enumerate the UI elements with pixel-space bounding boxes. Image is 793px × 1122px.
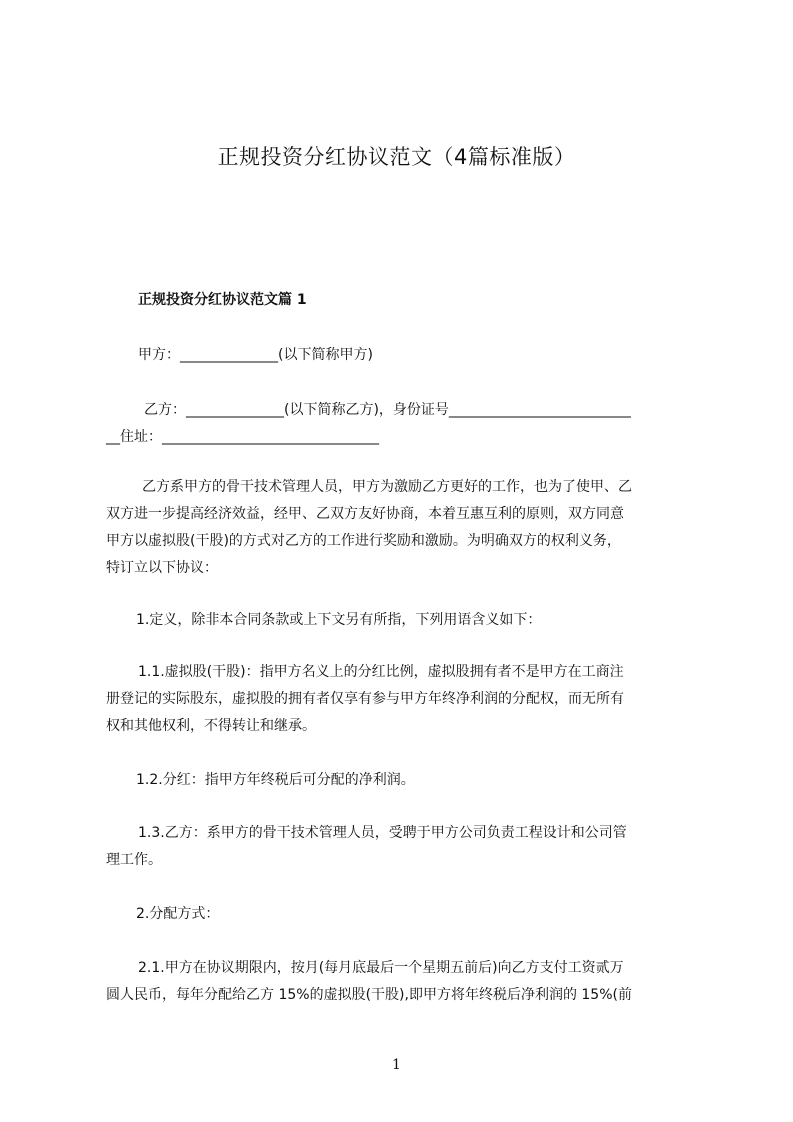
clause-1-3-paragraph bbox=[106, 820, 706, 874]
paragraph-line: 特订立以下协议： bbox=[106, 560, 218, 576]
clause-1-1-paragraph bbox=[106, 659, 706, 740]
party-b-line: 乙方：______________(以下简称乙方)，身份证号__________________________ bbox=[144, 402, 631, 418]
paragraph-line: 双方进一步提高经济效益，经甲、乙双方友好协商，本着互惠互利的原则，双方同意 bbox=[106, 506, 624, 522]
document-title: 正规投资分红协议范文（4篇标准版） bbox=[217, 145, 576, 169]
clause-2-1-paragraph bbox=[106, 955, 706, 1009]
paragraph-line: 册登记的实际股东，虚拟股的拥有者仅享有参与甲方年终净利润的分配权，而无所有 bbox=[106, 691, 624, 707]
paragraph-line: 乙方系甲方的骨干技术管理人员，甲方为激励乙方更好的工作，也为了使甲、乙 bbox=[142, 479, 632, 495]
paragraph-line: 2.1.甲方在协议期限内，按月(每月底最后一个星期五前后)向乙方支付工资贰万 bbox=[138, 960, 624, 976]
paragraph-line: 理工作。 bbox=[106, 852, 162, 868]
clause-1: 1.定义，除非本合同条款或上下文另有所指，下列用语含义如下： bbox=[136, 612, 542, 628]
section-heading: 正规投资分红协议范文篇 1 bbox=[138, 292, 307, 308]
paragraph-line: 1.1.虚拟股(干股)：指甲方名义上的分红比例，虚拟股拥有者不是甲方在工商注 bbox=[138, 664, 624, 680]
page-number: 1 bbox=[392, 1057, 401, 1073]
party-b-address-line: __住址：_______________________________ bbox=[106, 429, 379, 445]
clause-1-2: 1.2.分红：指甲方年终税后可分配的净利润。 bbox=[136, 772, 415, 788]
paragraph-line: 圆人民币，每年分配给乙方 15%的虚拟股(干股),即甲方将年终税后净利润的 15%(前 bbox=[106, 987, 632, 1003]
intro-paragraph bbox=[106, 474, 706, 582]
paragraph-line: 权和其他权利，不得转让和继承。 bbox=[106, 718, 316, 734]
paragraph-line: 1.3.乙方：系甲方的骨干技术管理人员，受聘于甲方公司负责工程设计和公司管 bbox=[138, 825, 627, 841]
clause-2: 2.分配方式： bbox=[136, 906, 220, 922]
party-a-line: 甲方：______________(以下简称甲方) bbox=[138, 347, 373, 363]
paragraph-line: 甲方以虚拟股(干股)的方式对乙方的工作进行奖励和激励。为明确双方的权利义务， bbox=[106, 533, 621, 549]
